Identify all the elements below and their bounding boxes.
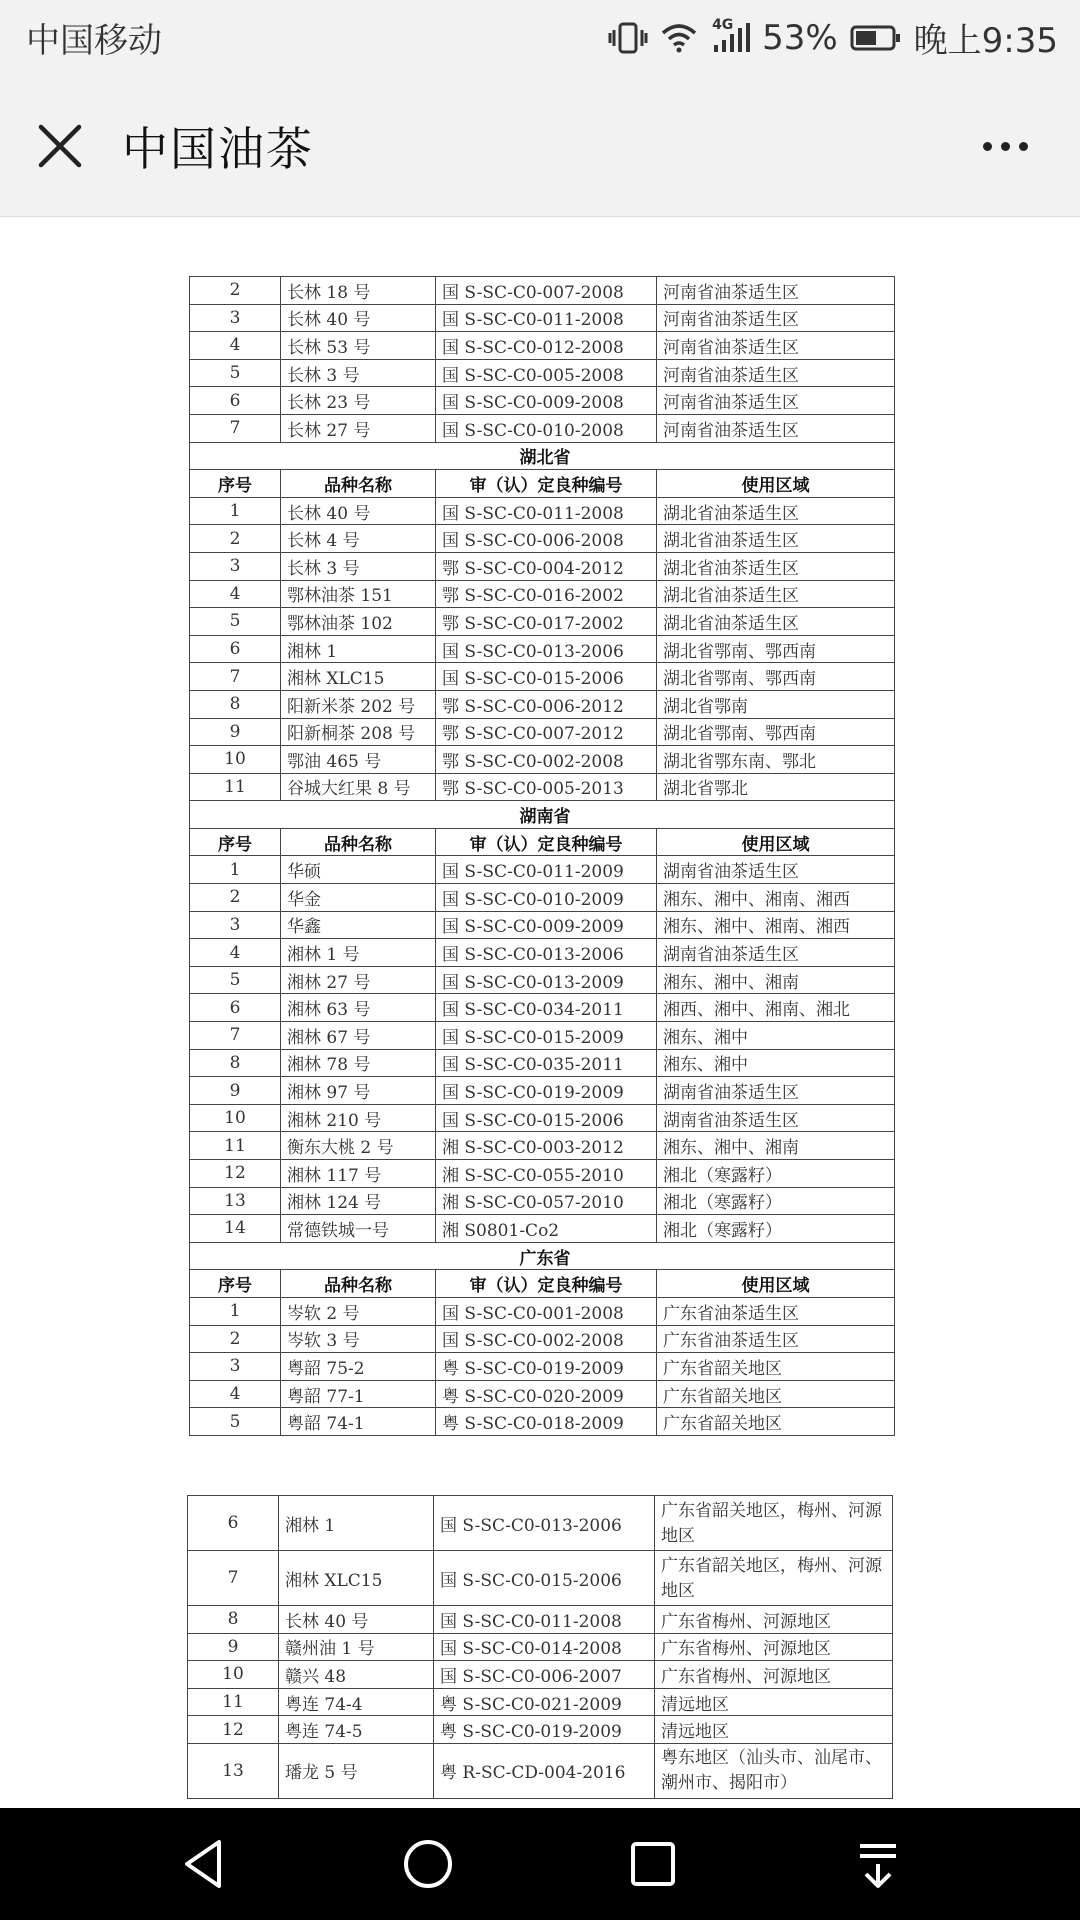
table-cell: 湖南省油茶适生区 — [657, 1104, 895, 1132]
table-cell: 12 — [190, 1160, 281, 1188]
table-cell: 8 — [188, 1606, 279, 1634]
table-row — [188, 1688, 893, 1716]
table-cell: 湘东、湘中 — [657, 1022, 895, 1050]
table-cell: 2 — [190, 277, 281, 305]
page-title: 中国油茶 — [122, 121, 314, 176]
status-icons — [608, 13, 1058, 62]
table-cell: 国 S-SC-C0-015-2006 — [436, 1104, 657, 1132]
table-cell: 湘林 117 号 — [281, 1160, 436, 1188]
table-cell: 河南省油茶适生区 — [657, 304, 895, 332]
table-cell: 赣州油 1 号 — [279, 1633, 434, 1661]
table-cell: 鄂 S-SC-C0-005-2013 — [436, 773, 657, 801]
table-row — [190, 552, 895, 580]
table-row — [190, 414, 895, 442]
table-header-row — [190, 470, 895, 498]
table-cell: 广东省韶关地区，梅州、河源地区 — [655, 1496, 893, 1551]
table-cell: 国 S-SC-C0-019-2009 — [436, 1077, 657, 1105]
table-cell: 粤 S-SC-C0-021-2009 — [434, 1688, 655, 1716]
back-icon — [175, 1836, 231, 1892]
table-cell: 湘 S-SC-C0-057-2010 — [436, 1187, 657, 1215]
table-row — [188, 1743, 893, 1798]
table-row — [190, 277, 895, 305]
table-cell: 湖北省油茶适生区 — [657, 525, 895, 553]
table-cell: 长林 18 号 — [281, 277, 436, 305]
cellular-signal-icon — [710, 16, 750, 53]
table-cell: 鄂 S-SC-C0-007-2012 — [436, 718, 657, 746]
table-cell: 湖北省油茶适生区 — [657, 608, 895, 636]
column-header: 使用区域 — [657, 470, 895, 498]
table-cell: 7 — [188, 1551, 279, 1606]
table-cell: 湖南省油茶适生区 — [657, 939, 895, 967]
table-cell: 6 — [190, 994, 281, 1022]
table-cell: 7 — [190, 1022, 281, 1050]
table-cell: 广东省油茶适生区 — [657, 1297, 895, 1325]
close-button[interactable] — [0, 75, 120, 217]
table-cell: 湖北省鄂南 — [657, 690, 895, 718]
table-cell: 国 S-SC-C0-005-2008 — [436, 359, 657, 387]
table-row — [190, 1353, 895, 1381]
table-cell: 粤 S-SC-C0-019-2009 — [436, 1353, 657, 1381]
table-cell: 国 S-SC-C0-011-2009 — [436, 856, 657, 884]
table-row — [190, 1077, 895, 1105]
table-cell: 国 S-SC-C0-035-2011 — [436, 1049, 657, 1077]
column-header: 使用区域 — [657, 1270, 895, 1298]
table-cell: 湘林 97 号 — [281, 1077, 436, 1105]
battery-icon — [850, 24, 902, 52]
table-cell: 衡东大桃 2 号 — [281, 1132, 436, 1160]
province-heading: 广东省 — [190, 1242, 895, 1270]
more-dot-icon — [1001, 142, 1010, 151]
table-cell: 广东省韶关地区 — [657, 1380, 895, 1408]
table-cell: 11 — [190, 773, 281, 801]
table-cell: 湘东、湘中、湘南、湘西 — [657, 911, 895, 939]
seed-variety-table-2 — [187, 1495, 893, 1799]
table-cell: 湖北省鄂南、鄂西南 — [657, 718, 895, 746]
table-cell: 5 — [190, 966, 281, 994]
table-cell: 4 — [190, 939, 281, 967]
table-cell: 阳新桐茶 208 号 — [281, 718, 436, 746]
column-header: 序号 — [190, 470, 281, 498]
table-row — [190, 1380, 895, 1408]
table-cell: 岑软 2 号 — [281, 1297, 436, 1325]
table-cell: 7 — [190, 663, 281, 691]
table-cell: 粤连 74-5 — [279, 1716, 434, 1744]
table-row — [190, 1187, 895, 1215]
system-navigation-bar — [0, 1808, 1080, 1920]
table-cell: 湘林 1 — [281, 635, 436, 663]
table-cell: 鄂油 465 号 — [281, 746, 436, 774]
province-heading-row — [190, 1242, 895, 1270]
table-cell: 湘北（寒露籽） — [657, 1160, 895, 1188]
table-cell: 鄂 S-SC-C0-017-2002 — [436, 608, 657, 636]
table-row — [190, 1297, 895, 1325]
table-cell: 湘东、湘中、湘南 — [657, 1132, 895, 1160]
table-cell: 湘东、湘中 — [657, 1049, 895, 1077]
seed-variety-table-1 — [189, 276, 895, 1436]
table-cell: 8 — [190, 690, 281, 718]
table-cell: 粤韶 75-2 — [281, 1353, 436, 1381]
table-cell: 11 — [188, 1688, 279, 1716]
table-cell: 粤东地区（汕头市、汕尾市、潮州市、揭阳市） — [655, 1743, 893, 1798]
table-cell: 湘北（寒露籽） — [657, 1187, 895, 1215]
table-cell: 广东省韶关地区 — [657, 1353, 895, 1381]
table-cell: 3 — [190, 1353, 281, 1381]
table-row — [190, 1022, 895, 1050]
battery-percent: 53% — [762, 17, 838, 58]
table-cell: 3 — [190, 552, 281, 580]
table-cell: 湖北省油茶适生区 — [657, 497, 895, 525]
table-cell: 广东省韶关地区，梅州、河源地区 — [655, 1551, 893, 1606]
table-cell: 湘林 210 号 — [281, 1104, 436, 1132]
table-cell: 国 S-SC-C0-011-2008 — [436, 304, 657, 332]
table-cell: 湘西、湘中、湘南、湘北 — [657, 994, 895, 1022]
table-cell: 广东省梅州、河源地区 — [655, 1633, 893, 1661]
table-row — [190, 773, 895, 801]
table-cell: 广东省韶关地区 — [657, 1408, 895, 1436]
table-cell: 湖北省鄂东南、鄂北 — [657, 746, 895, 774]
table-row — [190, 387, 895, 415]
table-row — [190, 1104, 895, 1132]
table-cell: 湘林 78 号 — [281, 1049, 436, 1077]
table-cell: 11 — [190, 1132, 281, 1160]
table-cell: 河南省油茶适生区 — [657, 277, 895, 305]
table-cell: 3 — [190, 304, 281, 332]
table-cell: 5 — [190, 1408, 281, 1436]
column-header: 审（认）定良种编号 — [436, 1270, 657, 1298]
table-cell: 鄂 S-SC-C0-002-2008 — [436, 746, 657, 774]
table-cell: 清远地区 — [655, 1688, 893, 1716]
table-cell: 长林 40 号 — [281, 497, 436, 525]
table-cell: 湘林 1 号 — [281, 939, 436, 967]
table-cell: 湘东、湘中、湘南、湘西 — [657, 884, 895, 912]
table-cell: 粤连 74-4 — [279, 1688, 434, 1716]
table-row — [188, 1606, 893, 1634]
wifi-icon — [660, 23, 698, 53]
table-cell: 湖北省鄂南、鄂西南 — [657, 663, 895, 691]
table-cell: 5 — [190, 608, 281, 636]
table-cell: 8 — [190, 1049, 281, 1077]
table-cell: 粤 S-SC-C0-020-2009 — [436, 1380, 657, 1408]
table-header-row — [190, 1270, 895, 1298]
table-row — [190, 690, 895, 718]
table-cell: 1 — [190, 1297, 281, 1325]
table-cell: 河南省油茶适生区 — [657, 387, 895, 415]
table-cell: 国 S-SC-C0-010-2008 — [436, 414, 657, 442]
home-icon — [400, 1836, 456, 1892]
table-cell: 国 S-SC-C0-002-2008 — [436, 1325, 657, 1353]
table-cell: 2 — [190, 1325, 281, 1353]
table-cell: 粤 R-SC-CD-004-2016 — [434, 1743, 655, 1798]
table-row — [190, 1132, 895, 1160]
more-dot-icon — [1019, 142, 1028, 151]
notification-drawer-button[interactable] — [828, 1814, 928, 1914]
table-cell: 4 — [190, 332, 281, 360]
table-cell: 4 — [190, 1380, 281, 1408]
table-cell: 国 S-SC-C0-011-2008 — [434, 1606, 655, 1634]
table-cell: 湖南省油茶适生区 — [657, 1077, 895, 1105]
table-cell: 5 — [190, 359, 281, 387]
table-row — [190, 911, 895, 939]
table-cell: 6 — [188, 1496, 279, 1551]
table-cell: 13 — [188, 1743, 279, 1798]
table-cell: 4 — [190, 580, 281, 608]
table-cell: 国 S-SC-C0-015-2006 — [436, 663, 657, 691]
table-row — [190, 1215, 895, 1243]
table-cell: 赣兴 48 — [279, 1661, 434, 1689]
clock: 晚上9:35 — [913, 21, 1058, 61]
table-row — [190, 497, 895, 525]
table-cell: 1 — [190, 856, 281, 884]
table-cell: 湘林 124 号 — [281, 1187, 436, 1215]
table-cell: 湘林 67 号 — [281, 1022, 436, 1050]
table-cell: 9 — [190, 1077, 281, 1105]
table-cell: 国 S-SC-C0-010-2009 — [436, 884, 657, 912]
table-row — [190, 580, 895, 608]
table-row — [190, 1408, 895, 1436]
table-cell: 3 — [190, 911, 281, 939]
table-row — [190, 525, 895, 553]
table-cell: 清远地区 — [655, 1716, 893, 1744]
table-cell: 12 — [188, 1716, 279, 1744]
table-row — [188, 1551, 893, 1606]
table-cell: 10 — [190, 1104, 281, 1132]
table-cell: 2 — [190, 525, 281, 553]
table-cell: 湖北省油茶适生区 — [657, 580, 895, 608]
table-cell: 粤韶 74-1 — [281, 1408, 436, 1436]
table-cell: 河南省油茶适生区 — [657, 414, 895, 442]
article-content[interactable] — [0, 218, 1080, 1808]
table-header-row — [190, 828, 895, 856]
table-cell: 粤韶 77-1 — [281, 1380, 436, 1408]
table-row — [190, 994, 895, 1022]
table-cell: 湘 S-SC-C0-055-2010 — [436, 1160, 657, 1188]
table-cell: 湘林 63 号 — [281, 994, 436, 1022]
column-header: 序号 — [190, 828, 281, 856]
province-heading: 湖南省 — [190, 801, 895, 829]
table-cell: 长林 3 号 — [281, 359, 436, 387]
table-cell: 国 S-SC-C0-001-2008 — [436, 1297, 657, 1325]
table-cell: 广东省梅州、河源地区 — [655, 1661, 893, 1689]
table-row — [188, 1496, 893, 1551]
table-row — [190, 1160, 895, 1188]
table-row — [190, 359, 895, 387]
recents-icon — [625, 1836, 681, 1892]
table-cell: 国 S-SC-C0-011-2008 — [436, 497, 657, 525]
province-heading-row — [190, 442, 895, 470]
column-header: 序号 — [190, 1270, 281, 1298]
table-cell: 湖南省油茶适生区 — [657, 856, 895, 884]
table-cell: 华硕 — [281, 856, 436, 884]
table-cell: 常德铁城一号 — [281, 1215, 436, 1243]
table-row — [190, 332, 895, 360]
table-cell: 国 S-SC-C0-034-2011 — [436, 994, 657, 1022]
notification-drawer-icon — [850, 1836, 906, 1892]
table-cell: 阳新米茶 202 号 — [281, 690, 436, 718]
table-cell: 湖北省油茶适生区 — [657, 552, 895, 580]
carrier-label: 中国移动 — [26, 21, 162, 61]
table-cell: 广东省油茶适生区 — [657, 1325, 895, 1353]
table-cell: 谷城大红果 8 号 — [281, 773, 436, 801]
table-cell: 湘林 XLC15 — [279, 1551, 434, 1606]
more-dot-icon — [983, 142, 992, 151]
table-cell: 鄂 S-SC-C0-006-2012 — [436, 690, 657, 718]
table-cell: 河南省油茶适生区 — [657, 359, 895, 387]
table-cell: 7 — [190, 414, 281, 442]
table-cell: 湘林 1 — [279, 1496, 434, 1551]
back-button[interactable] — [153, 1814, 253, 1914]
table-cell: 国 S-SC-C0-015-2006 — [434, 1551, 655, 1606]
table-cell: 长林 4 号 — [281, 525, 436, 553]
table-cell: 广东省梅州、河源地区 — [655, 1606, 893, 1634]
table-cell: 鄂林油茶 151 — [281, 580, 436, 608]
table-cell: 9 — [190, 718, 281, 746]
table-cell: 14 — [190, 1215, 281, 1243]
table-row — [190, 608, 895, 636]
table-cell: 9 — [188, 1633, 279, 1661]
table-cell: 华鑫 — [281, 911, 436, 939]
table-cell: 国 S-SC-C0-015-2009 — [436, 1022, 657, 1050]
table-cell: 华金 — [281, 884, 436, 912]
column-header: 审（认）定良种编号 — [436, 470, 657, 498]
table-cell: 国 S-SC-C0-006-2007 — [434, 1661, 655, 1689]
table-cell: 国 S-SC-C0-009-2009 — [436, 911, 657, 939]
province-heading: 湖北省 — [190, 442, 895, 470]
column-header: 审（认）定良种编号 — [436, 828, 657, 856]
table-cell: 湖北省鄂南、鄂西南 — [657, 635, 895, 663]
table-cell: 湘北（寒露籽） — [657, 1215, 895, 1243]
column-header: 品种名称 — [281, 1270, 436, 1298]
table-row — [190, 966, 895, 994]
table-cell: 长林 40 号 — [279, 1606, 434, 1634]
table-cell: 河南省油茶适生区 — [657, 332, 895, 360]
more-options-button[interactable] — [970, 125, 1040, 167]
table-cell: 1 — [190, 497, 281, 525]
home-button[interactable] — [378, 1814, 478, 1914]
table-cell: 2 — [190, 884, 281, 912]
table-cell: 国 S-SC-C0-013-2006 — [436, 635, 657, 663]
table-cell: 10 — [188, 1661, 279, 1689]
table-cell: 湘 S0801-Co2 — [436, 1215, 657, 1243]
table-row — [190, 663, 895, 691]
table-row — [190, 304, 895, 332]
table-cell: 长林 53 号 — [281, 332, 436, 360]
table-cell: 长林 23 号 — [281, 387, 436, 415]
close-icon — [37, 123, 83, 169]
table-cell: 国 S-SC-C0-012-2008 — [436, 332, 657, 360]
table-cell: 粤 S-SC-C0-019-2009 — [434, 1716, 655, 1744]
table-cell: 粤 S-SC-C0-018-2009 — [436, 1408, 657, 1436]
table-cell: 鄂林油茶 102 — [281, 608, 436, 636]
column-header: 品种名称 — [281, 470, 436, 498]
table-cell: 湖北省鄂北 — [657, 773, 895, 801]
table-cell: 鄂 S-SC-C0-016-2002 — [436, 580, 657, 608]
table-cell: 鄂 S-SC-C0-004-2012 — [436, 552, 657, 580]
table-cell: 长林 40 号 — [281, 304, 436, 332]
table-cell: 国 S-SC-C0-007-2008 — [436, 277, 657, 305]
table-cell: 湘东、湘中、湘南 — [657, 966, 895, 994]
table-cell: 璠龙 5 号 — [279, 1743, 434, 1798]
table-row — [190, 635, 895, 663]
table-row — [188, 1633, 893, 1661]
table-cell: 长林 3 号 — [281, 552, 436, 580]
vibrate-icon — [608, 21, 648, 55]
table-cell: 国 S-SC-C0-014-2008 — [434, 1633, 655, 1661]
table-row — [190, 856, 895, 884]
table-cell: 岑软 3 号 — [281, 1325, 436, 1353]
table-cell: 国 S-SC-C0-006-2008 — [436, 525, 657, 553]
column-header: 品种名称 — [281, 828, 436, 856]
status-bar — [0, 0, 1080, 75]
table-cell: 国 S-SC-C0-013-2006 — [434, 1496, 655, 1551]
table-row — [190, 1325, 895, 1353]
province-heading-row — [190, 801, 895, 829]
table-cell: 湘林 XLC15 — [281, 663, 436, 691]
table-cell: 国 S-SC-C0-013-2006 — [436, 939, 657, 967]
table-row — [190, 746, 895, 774]
table-cell: 湘林 27 号 — [281, 966, 436, 994]
app-bar — [0, 75, 1080, 217]
table-row — [190, 939, 895, 967]
column-header: 使用区域 — [657, 828, 895, 856]
table-row — [190, 1049, 895, 1077]
table-cell: 国 S-SC-C0-013-2009 — [436, 966, 657, 994]
table-cell: 湘 S-SC-C0-003-2012 — [436, 1132, 657, 1160]
table-row — [190, 718, 895, 746]
recents-button[interactable] — [603, 1814, 703, 1914]
table-cell: 10 — [190, 746, 281, 774]
table-cell: 长林 27 号 — [281, 414, 436, 442]
table-row — [188, 1661, 893, 1689]
table-cell: 13 — [190, 1187, 281, 1215]
table-row — [190, 884, 895, 912]
table-cell: 6 — [190, 635, 281, 663]
network-type-label: 4G — [712, 16, 734, 33]
table-row — [188, 1716, 893, 1744]
table-cell: 国 S-SC-C0-009-2008 — [436, 387, 657, 415]
table-cell: 6 — [190, 387, 281, 415]
